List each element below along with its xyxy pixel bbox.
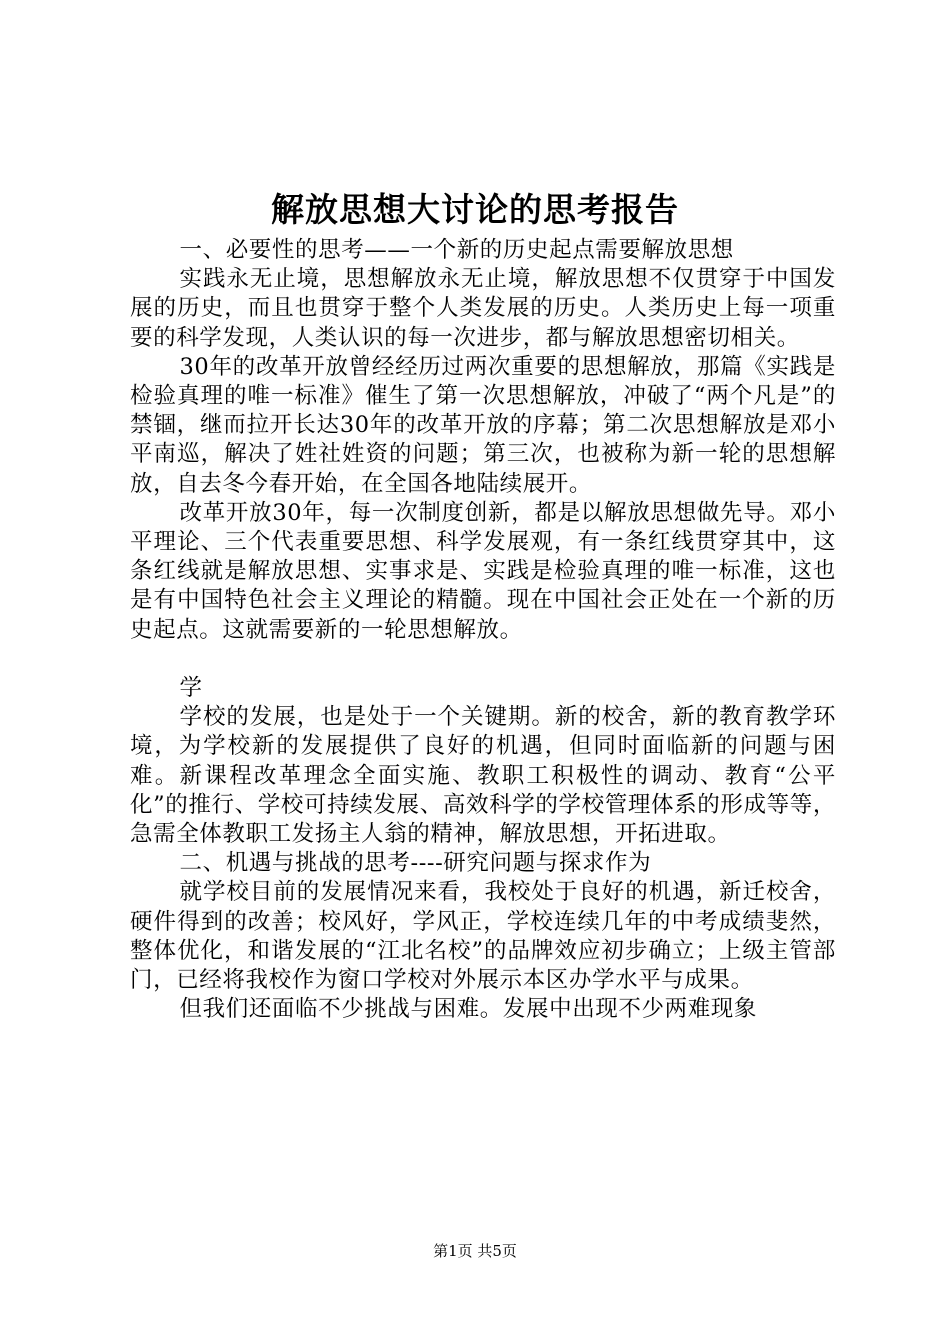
paragraph-1: 实践永无止境，思想解放永无止境，解放思想不仅贯穿于中国发展的历史，而且也贯穿于整个人类发展的历史。人类历史上每一项重要的科学发现，人类认识的每一次进步，都与解放思想密切相关。 <box>130 266 836 351</box>
blank-line <box>130 645 836 674</box>
document-body <box>130 236 836 1024</box>
paragraph-2: 30年的改革开放曾经经历过两次重要的思想解放，那篇《实践是检验真理的唯一标准》催生了第一次思想解放，冲破了“两个凡是”的禁锢，继而拉开长达30年的改革开放的序幕；第二次思想解放是邓小平南巡，解决了姓社姓资的问题；第三次，也被称为新一轮的思想解放，自去冬今春开始，在全国各地陆续展开。 <box>130 353 836 497</box>
document-title: 解放思想大讨论的思考报告 <box>271 190 679 229</box>
section-heading-2: 二、机遇与挑战的思考----研究问题与探求作为 <box>179 850 652 877</box>
page-footer: 第1页 共5页 <box>433 1242 517 1260</box>
paragraph-5: 就学校目前的发展情况来看，我校处于良好的机遇，新迁校舍，硬件得到的改善；校风好，学风正，学校连续几年的中考成绩斐然，整体优化，和谐发展的“江北名校”的品牌效应初步确立；上级主管部门，已经将我校作为窗口学校对外展示本区办学水平与成果。 <box>130 879 836 994</box>
section-heading-1: 一、必要性的思考——一个新的历史起点需要解放思想 <box>179 237 734 263</box>
paragraph-fragment: 学 <box>179 675 203 702</box>
paragraph-3: 改革开放30年，每一次制度创新，都是以解放思想做先导。邓小平理论、三个代表重要思想、科学发展观，有一条红线贯穿其中，这条红线就是解放思想、实事求是、实践是检验真理的唯一标准，这也是有中国特色社会主义理论的精髓。现在中国社会正处在一个新的历史起点。这就需要新的一轮思想解放。 <box>130 499 836 643</box>
paragraph-4: 学校的发展，也是处于一个关键期。新的校舍，新的教育教学环境，为学校新的发展提供了良好的机遇，但同时面临新的问题与困难。新课程改革理念全面实施、教职工积极性的调动、教育“公平化”的推行、学校可持续发展、高效科学的学校管理体系的形成等等，急需全体教职工发扬主人翁的精神，解放思想，开拓进取。 <box>130 704 836 848</box>
paragraph-6: 但我们还面临不少挑战与困难。发展中出现不少两难现象 <box>179 996 758 1023</box>
